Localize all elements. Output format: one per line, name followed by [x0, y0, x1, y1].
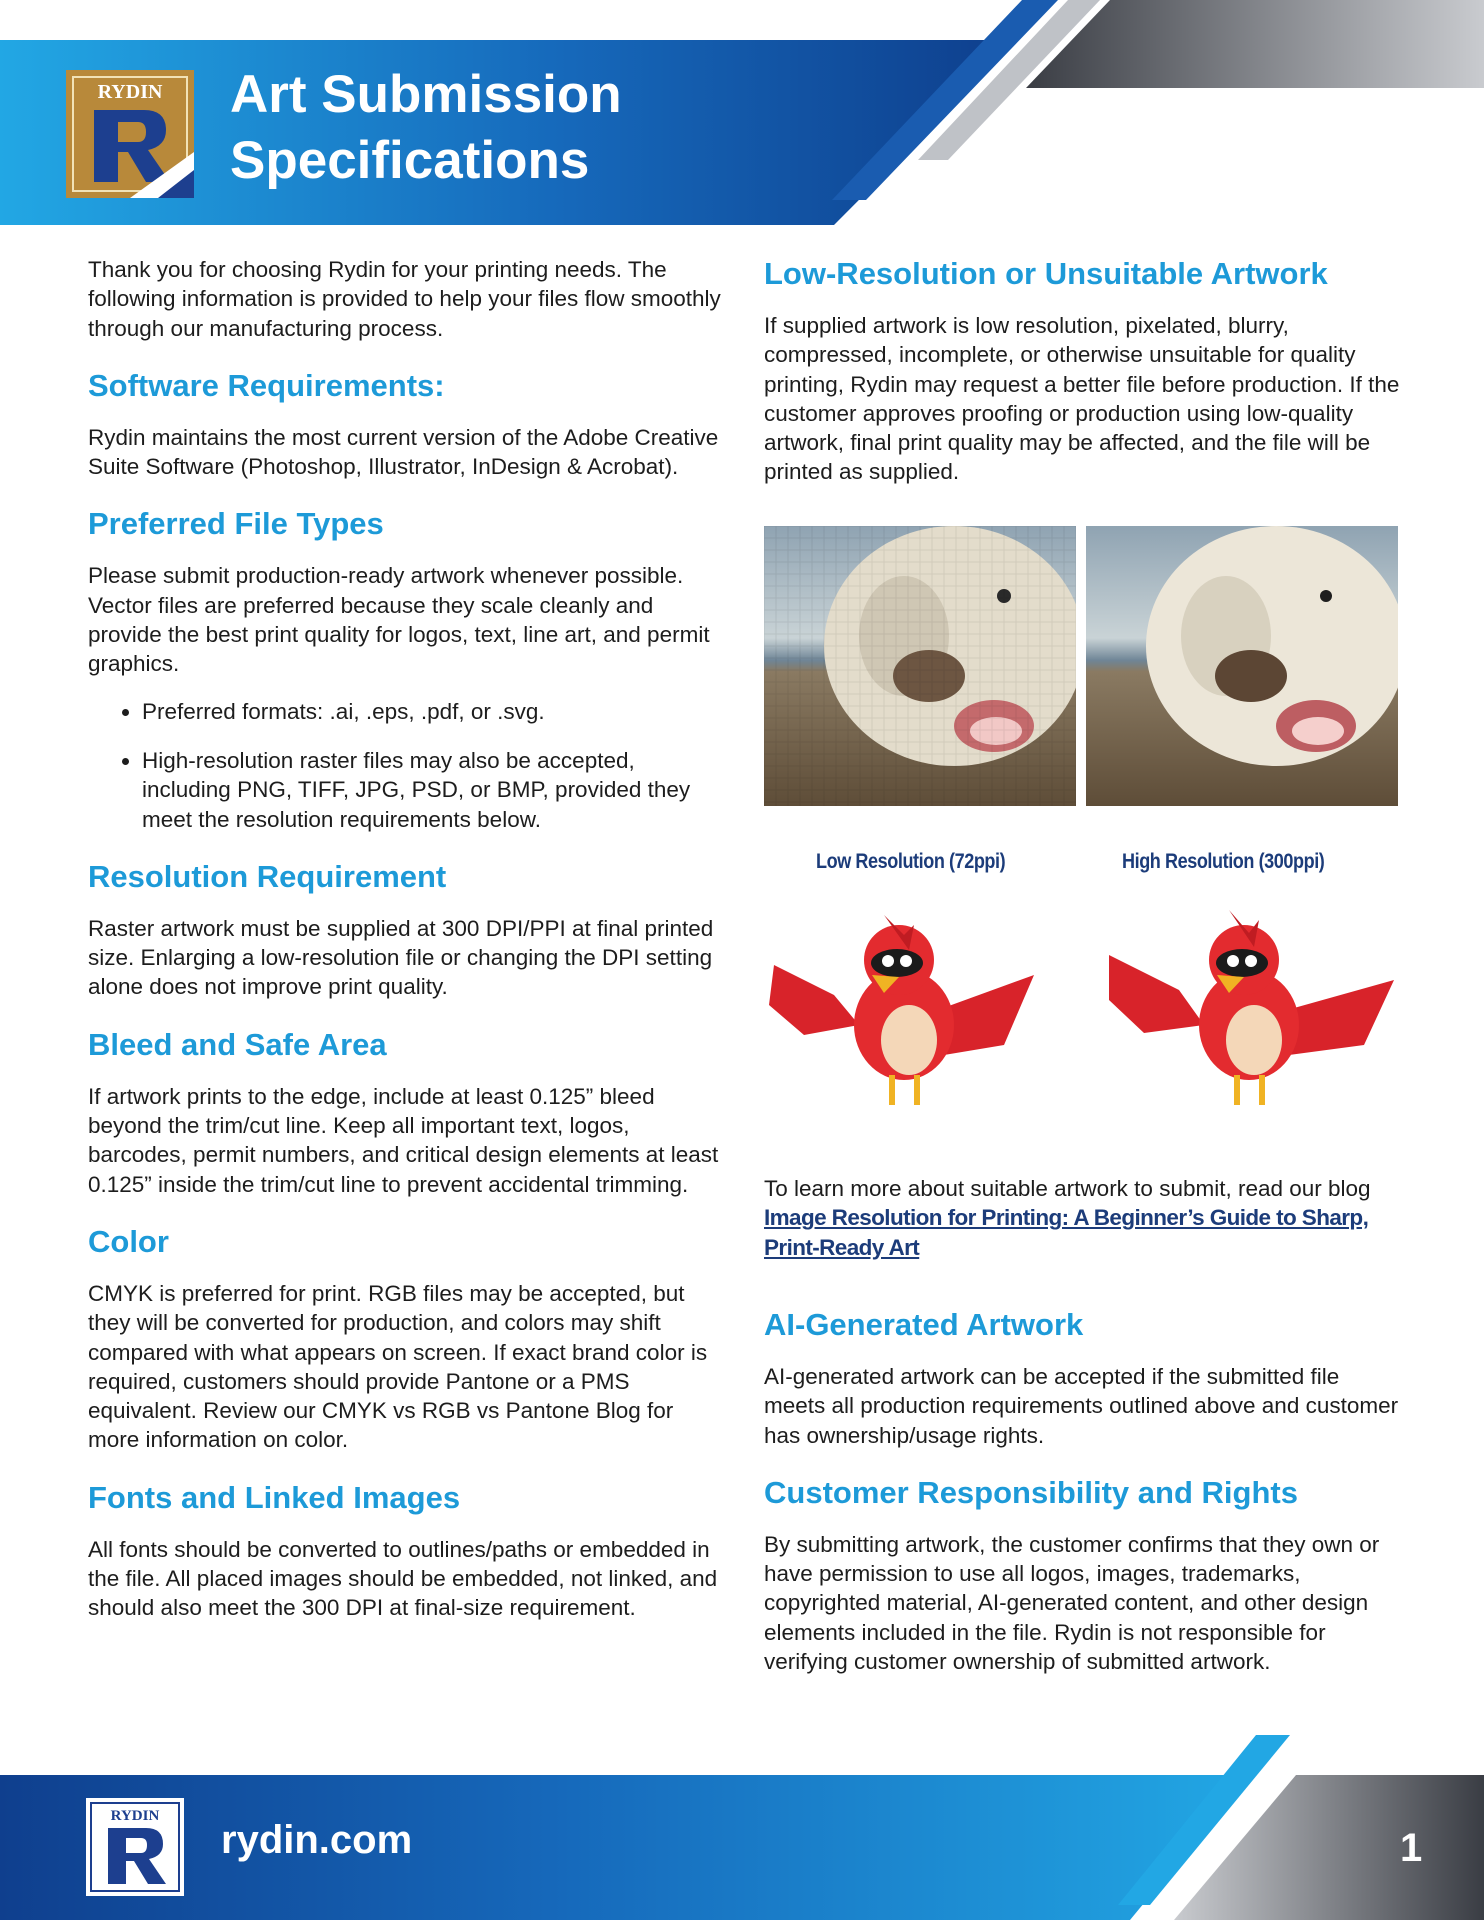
cardinal-illustrations [764, 905, 1398, 1125]
software-heading: Software Requirements: [88, 367, 445, 403]
blog-link[interactable]: Image Resolution for Printing: A Beginner’s Guide to Sharp, Print-Ready Art [764, 1205, 1369, 1260]
fonts-text: All fonts should be converted to outlines/paths or embedded in the file. All placed images should be embedded, not linked, and should also meet the 300 DPI at final-size requirement. [88, 1536, 718, 1621]
fonts-section [88, 1479, 728, 1623]
ai-section [764, 1306, 1404, 1450]
right-column-lower [764, 1306, 1404, 1700]
header-banner [0, 0, 1484, 225]
rydin-footer-logo [86, 1798, 184, 1896]
bleed-section [88, 1026, 728, 1199]
rights-section [764, 1474, 1404, 1676]
svg-text:RYDIN: RYDIN [97, 81, 163, 103]
low-res-text: If supplied artwork is low resolution, pixelated, blurry, compressed, incomplete, or otherwise unsuitable for quality printing, Rydin may request a better file before production. If the customer approves proofing or production using low-quality artwork, final print quality may be affected, and the file will be printed as supplied. [764, 313, 1400, 485]
fonts-heading: Fonts and Linked Images [88, 1479, 461, 1515]
bleed-text: If artwork prints to the edge, include at least 0.125” bleed beyond the trim/cut line. Keep all important text, logos, barcodes, permit numbers, and critical design elements at least 0.125” inside the trim/cut line to prevent accidental trimming. [88, 1083, 719, 1197]
low-res-heading: Low-Resolution or Unsuitable Artwork [764, 256, 1328, 291]
resolution-section [88, 858, 728, 1002]
blog-reference [764, 1174, 1404, 1262]
rights-heading: Customer Responsibility and Rights [764, 1474, 1298, 1510]
file-types-heading: Preferred File Types [88, 506, 384, 542]
software-text: Rydin maintains the most current version of the Adobe Creative Suite Software (Photoshop, Illustrator, InDesign & Acrobat). [88, 424, 719, 480]
file-types-section [88, 505, 728, 833]
bleed-heading: Bleed and Safe Area [88, 1026, 387, 1062]
dog-photo-low-res [764, 526, 1076, 806]
resolution-photo-comparison [764, 526, 1398, 806]
title-line-2: Specifications [230, 131, 590, 190]
list-item: • Preferred formats: .ai, .eps, .pdf, or .svg. [142, 697, 728, 726]
svg-text:RYDIN: RYDIN [110, 1808, 160, 1824]
rights-text: By submitting artwork, the customer confirms that they own or have permission to use all logos, images, trademarks, copyrighted material, AI-generated content, and other design elements included in the file. Rydin is not responsible for verifying customer ownership of submitted artwork. [764, 1531, 1380, 1675]
low-res-caption: Low Resolution (72ppi) [816, 850, 1006, 873]
cardinal-high-res [1109, 910, 1394, 1105]
blog-prefix-text: To learn more about suitable artwork to submit, read our blog [764, 1176, 1371, 1201]
header-background [0, 0, 1484, 225]
high-res-caption: High Resolution (300ppi) [1122, 850, 1325, 873]
file-types-list [88, 697, 728, 834]
list-item: • High-resolution raster files may also be accepted, including PNG, TIFF, JPG, PSD, or BMP, provided they meet the resolution requirements below. [142, 746, 728, 834]
resolution-text: Raster artwork must be supplied at 300 DPI/PPI at final printed size. Enlarging a low-resolution file or changing the DPI setting alone does not improve print quality. [88, 915, 714, 1000]
ai-text: AI-generated artwork can be accepted if the submitted file meets all production requirements outlined above and customer has ownership/usage rights. [764, 1364, 1399, 1448]
title-line-1: Art Submission [230, 65, 622, 124]
website-url: rydin.com [221, 1818, 413, 1862]
color-text: CMYK is preferred for print. RGB files may be accepted, but they will be converted for production, and colors may shift compared with what appears on screen. If exact brand color is required, customers should provide Pantone or a PMS equivalent. Review our CMYK vs RGB vs Pantone Blog for more information on color. [88, 1280, 708, 1453]
ai-heading: AI-Generated Artwork [764, 1307, 1084, 1342]
cardinal-low-res [769, 915, 1034, 1105]
page-title [230, 62, 622, 194]
color-heading: Color [88, 1223, 169, 1259]
left-column [88, 255, 728, 1647]
right-column [764, 255, 1404, 487]
intro-section [88, 255, 728, 343]
color-section [88, 1223, 728, 1455]
dog-photo-high-res [1086, 526, 1398, 806]
cardinal-mascot-comparison [764, 905, 1398, 1125]
rydin-logo [66, 70, 194, 198]
intro-text: Thank you for choosing Rydin for your printing needs. The following information is provided to help your files flow smoothly through our manufacturing process. [88, 257, 721, 341]
page-number: 1 [1400, 1826, 1423, 1870]
software-section [88, 367, 728, 482]
resolution-heading: Resolution Requirement [88, 858, 447, 894]
file-types-text: Please submit production-ready artwork whenever possible. Vector files are preferred because they scale cleanly and provide the best print quality for logos, text, line art, and permit graphics. [88, 563, 710, 677]
